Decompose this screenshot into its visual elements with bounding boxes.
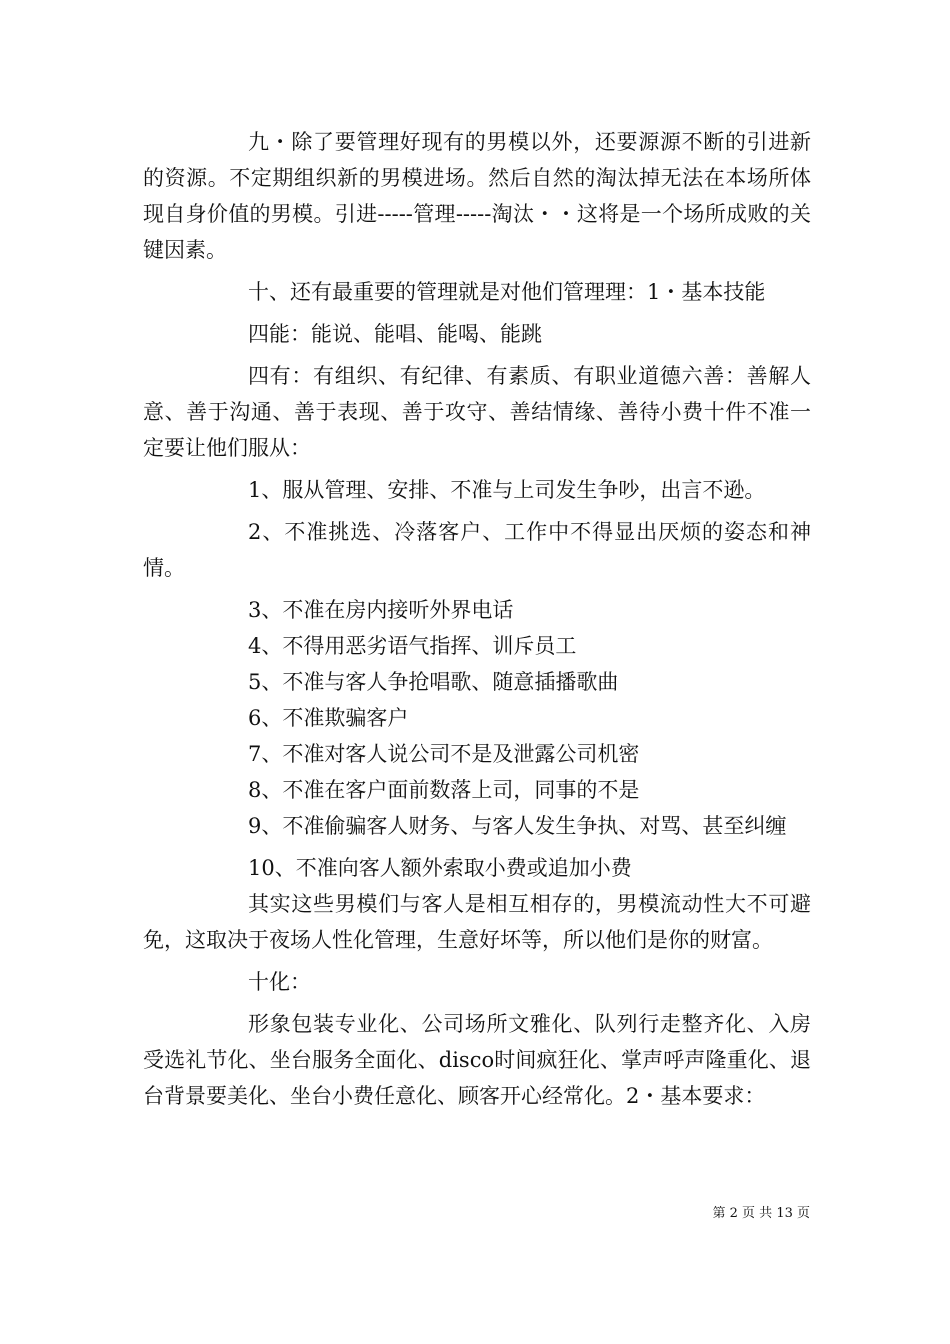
paragraph-ten: 十、还有最重要的管理就是对他们管理理：1・基本技能 xyxy=(248,280,766,304)
document-body xyxy=(143,124,811,1114)
rule-9: 9、不准偷骗客人财务、与客人发生争执、对骂、甚至纠缠 xyxy=(248,814,787,838)
rule-5: 5、不准与客人争抢唱歌、随意插播歌曲 xyxy=(248,670,619,694)
rule-2: 2、不准挑选、冷落客户、工作中不得显出厌烦的姿态和神情。 xyxy=(143,520,811,580)
rule-7: 7、不准对客人说公司不是及泄露公司机密 xyxy=(248,742,640,766)
paragraph-ten-hua-title: 十化： xyxy=(248,970,311,994)
paragraph-summary: 其实这些男模们与客人是相互相存的，男模流动性大不可避免，这取决于夜场人性化管理，生意好坏等，所以他们是你的财富。 xyxy=(143,892,811,952)
paragraph-four-abilities: 四能：能说、能唱、能喝、能跳 xyxy=(248,322,542,346)
rule-10: 10、不准向客人额外索取小费或追加小费 xyxy=(248,856,632,880)
rule-3: 3、不准在房内接听外界电话 xyxy=(248,598,514,622)
rule-4: 4、不得用恶劣语气指挥、训斥员工 xyxy=(248,634,577,658)
paragraph-ten-hua: 形象包装专业化、公司场所文雅化、队列行走整齐化、入房受选礼节化、坐台服务全面化、disco时间疯狂化、掌声呼声隆重化、退台背景要美化、坐台小费任意化、顾客开心经常化。2・基本要求： xyxy=(143,1012,811,1108)
paragraph-nine: 九・除了要管理好现有的男模以外，还要源源不断的引进新的资源。不定期组织新的男模进场。然后自然的淘汰掉无法在本场所体现自身价值的男模。引进-----管理-----淘汰・・这将是一个场所成败的关键因素。 xyxy=(143,130,811,262)
rule-6: 6、不准欺骗客户 xyxy=(248,706,409,730)
paragraph-four-haves: 四有：有组织、有纪律、有素质、有职业道德六善：善解人意、善于沟通、善于表现、善于攻守、善结情缘、善待小费十件不准一定要让他们服从： xyxy=(143,364,811,460)
page-footer: 第 2 页 共 13 页 xyxy=(712,1206,810,1221)
rule-1: 1、服从管理、安排、不准与上司发生争吵，出言不逊。 xyxy=(248,478,766,502)
rule-8: 8、不准在客户面前数落上司，同事的不是 xyxy=(248,778,640,802)
